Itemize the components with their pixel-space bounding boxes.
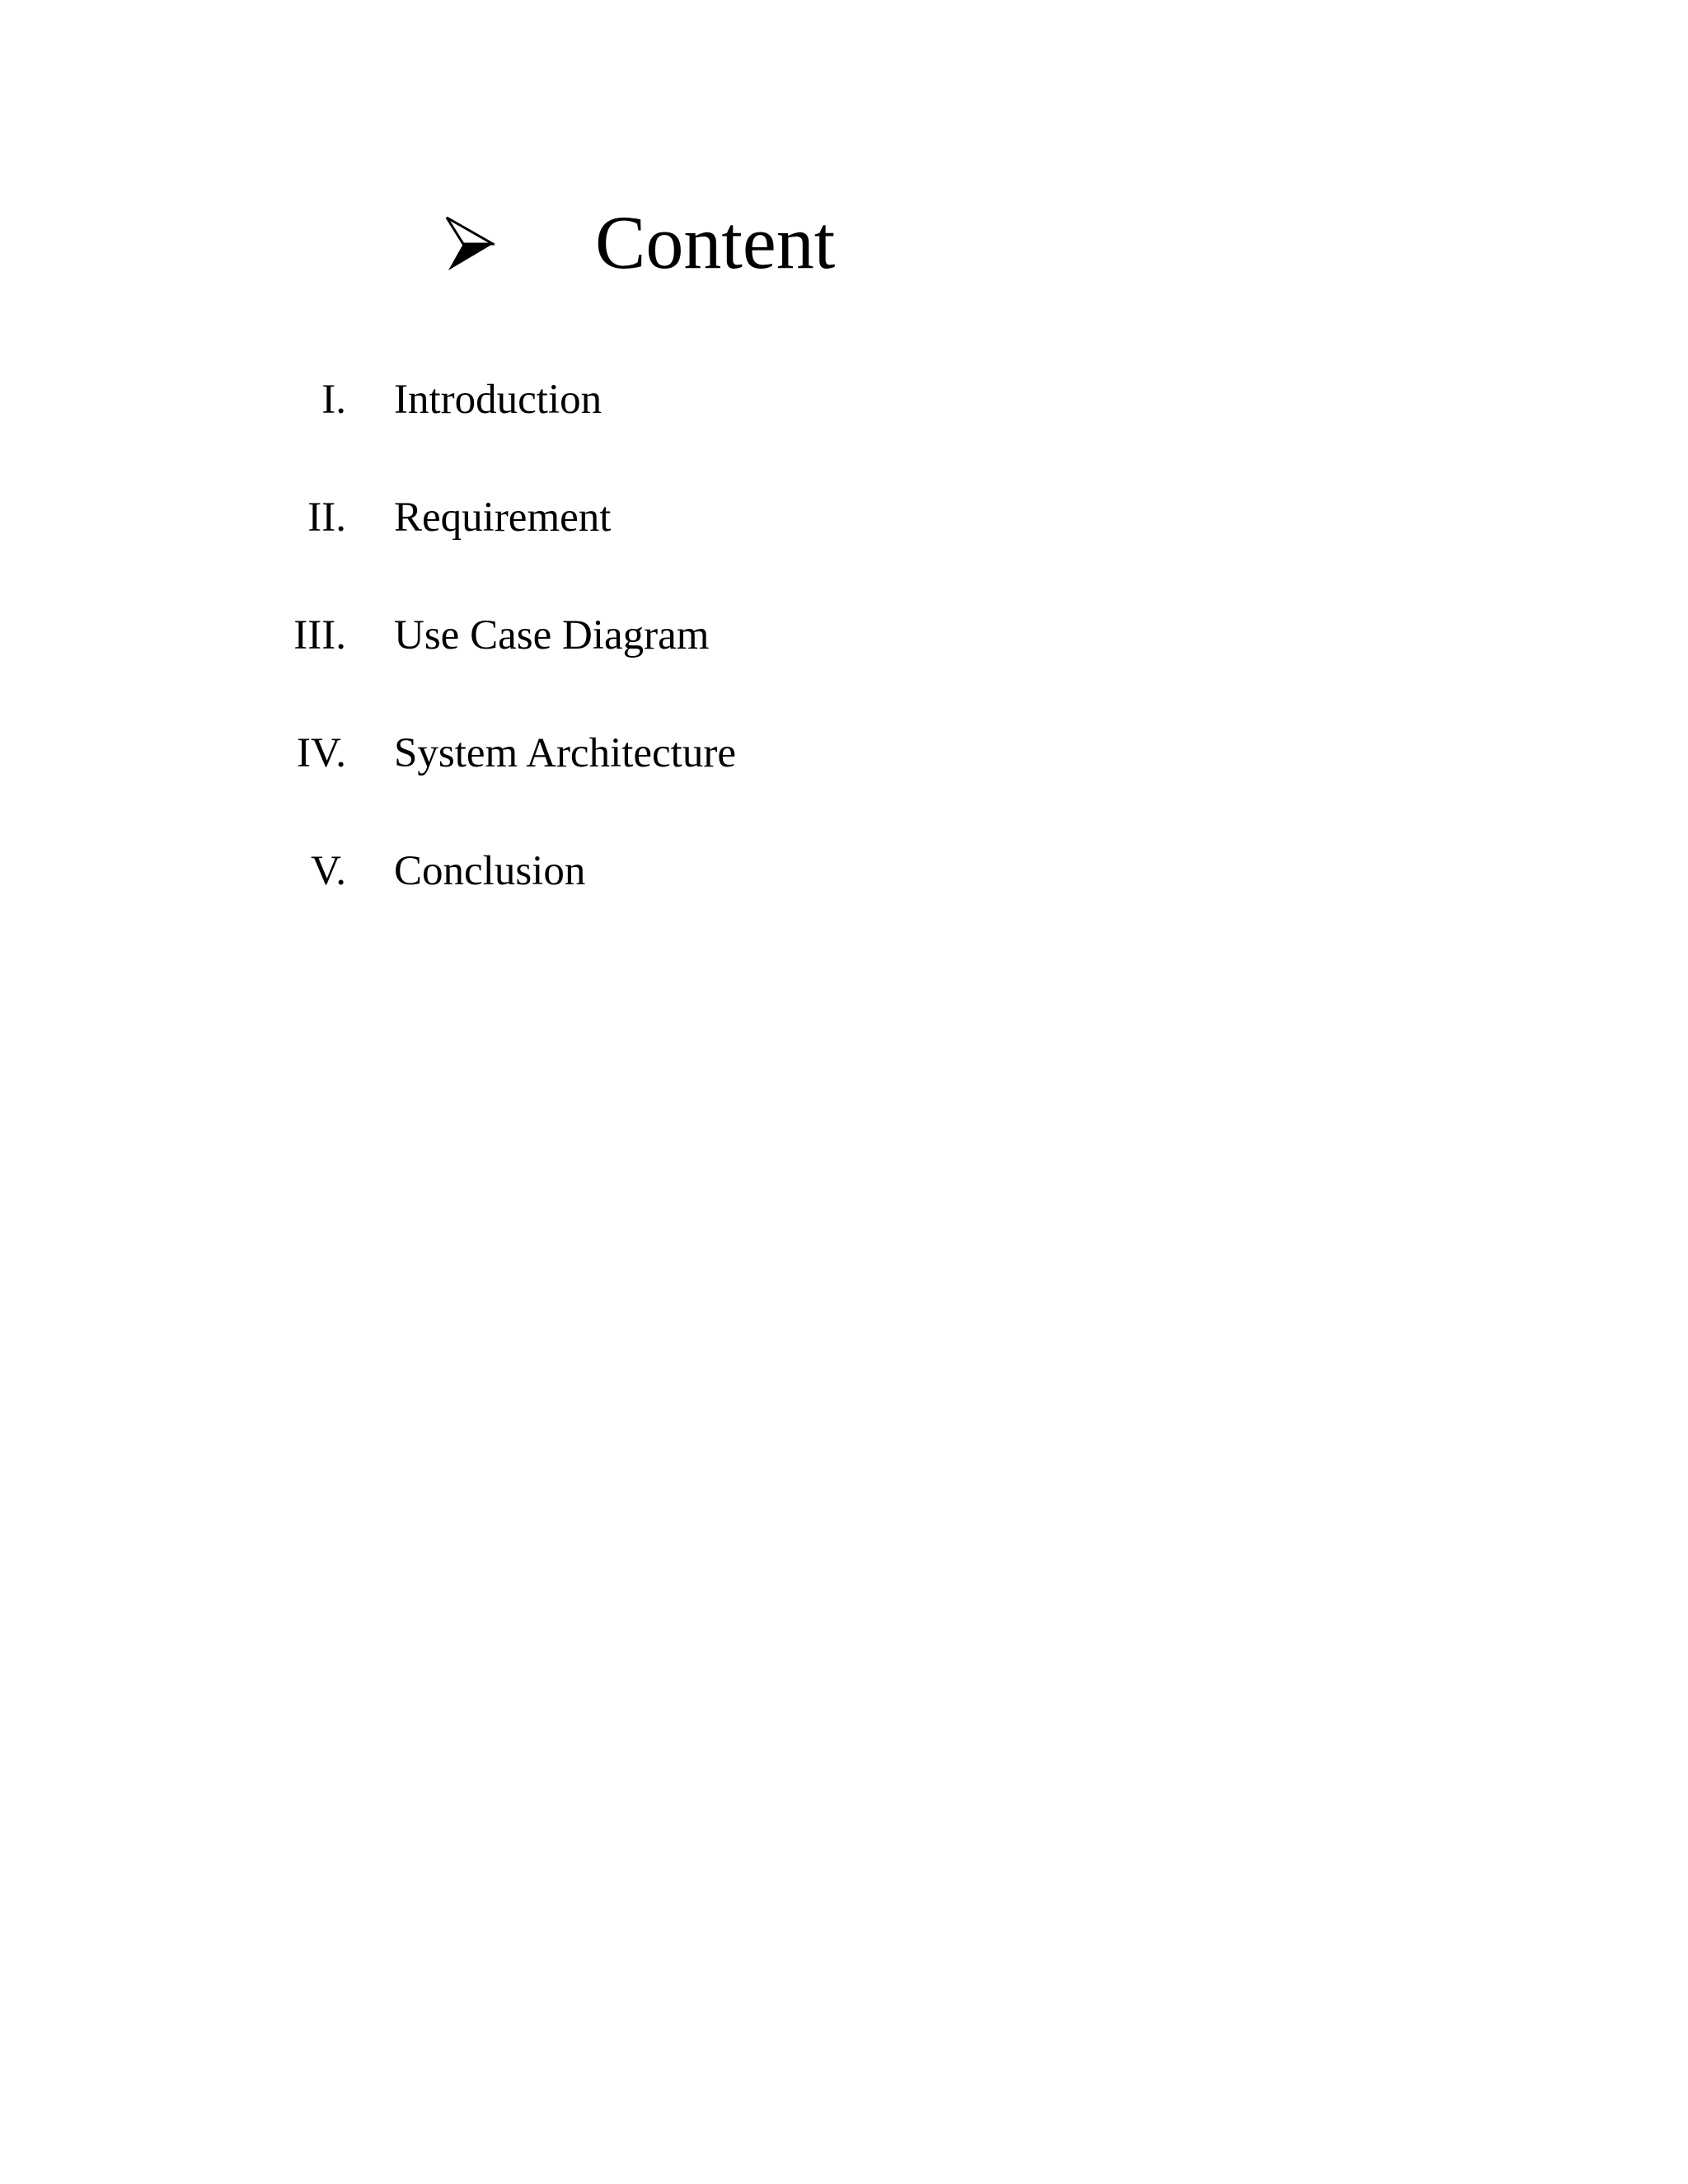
toc-number: IV.	[297, 730, 346, 776]
toc-item-introduction	[0, 371, 1154, 429]
toc-number: V.	[310, 848, 346, 894]
toc-label: Introduction	[394, 377, 603, 423]
toc-label: Use Case Diagram	[394, 612, 710, 658]
toc-label: Requirement	[394, 494, 612, 541]
toc-item-system-architecture	[0, 724, 1154, 782]
toc-number: III.	[293, 612, 346, 658]
arrowhead-bullet-icon	[443, 213, 495, 272]
page-title: Content	[595, 200, 836, 284]
toc-number: I.	[321, 377, 346, 423]
toc-label: Conclusion	[394, 848, 586, 894]
toc-item-requirement	[0, 489, 1154, 546]
content-heading	[443, 193, 835, 292]
toc-number: II.	[307, 494, 346, 541]
toc-item-use-case-diagram	[0, 607, 1154, 664]
toc-item-conclusion	[0, 842, 1154, 900]
toc-label: System Architecture	[394, 730, 736, 776]
